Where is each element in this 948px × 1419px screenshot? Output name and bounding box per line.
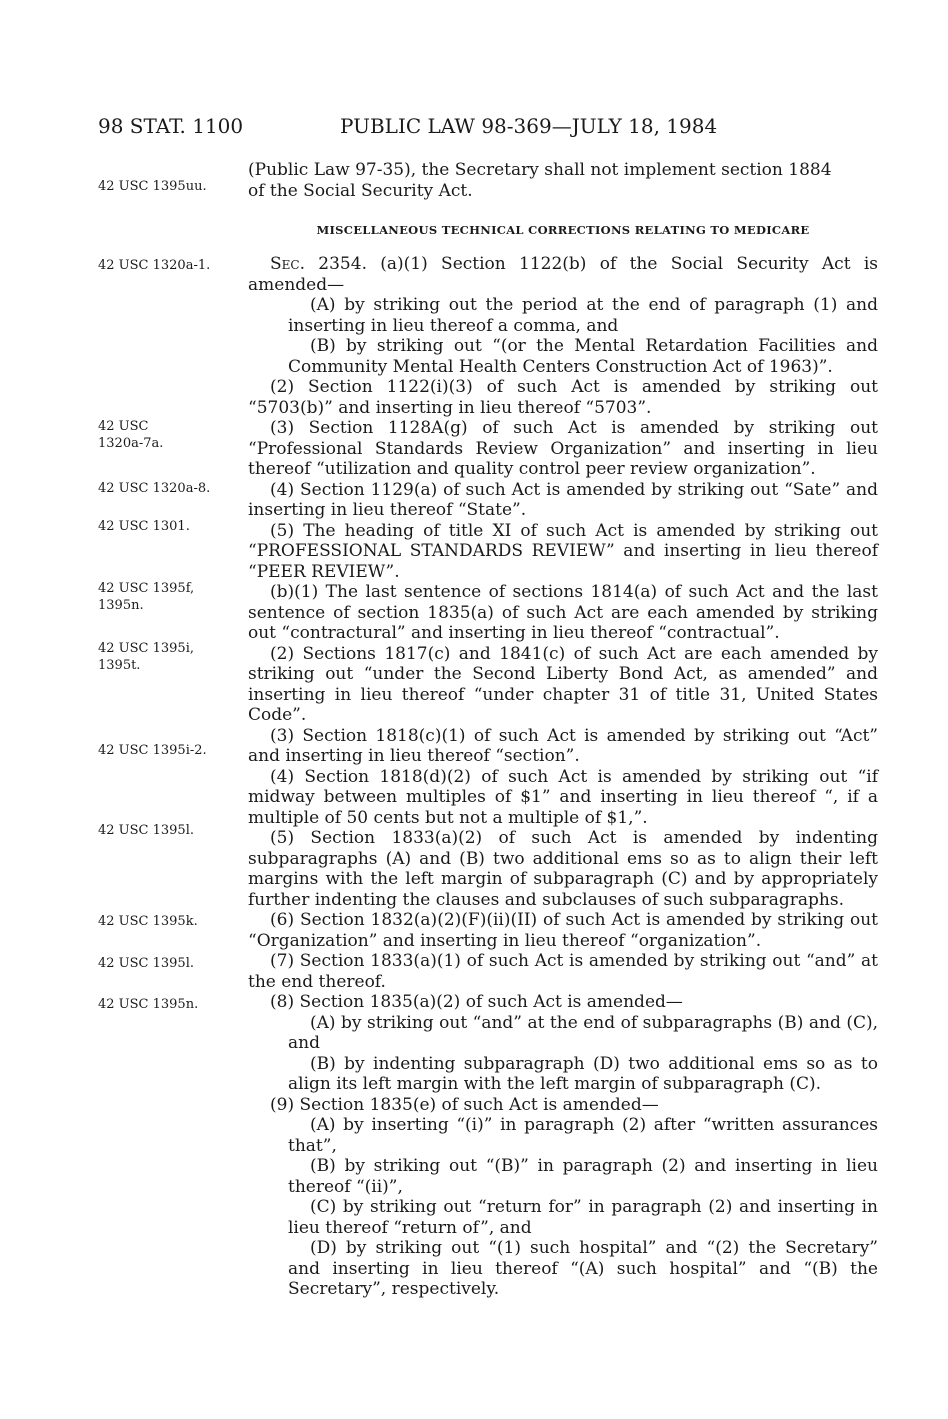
sec-text: 2354. (a)(1) Section 1122(b) of the Social Security Act is amended— (248, 254, 878, 295)
paragraph: (B) by indenting subparagraph (D) two additional ems so as to align its left margin with the left margin of subparagraph (C). (288, 1053, 878, 1094)
paragraph: (B) by striking out “(or the Mental Retardation Facilities and Community Mental Health Centers Construction Act of 1963)”. (288, 336, 878, 377)
paragraph: (5) The heading of title XI of such Act is amended by striking out “PROFESSIONAL STANDARDS REVIEW” and inserting in lieu thereof “PEER REVIEW”. (248, 520, 878, 582)
paragraph: (7) Section 1833(a)(1) of such Act is amended by striking out “and” at the end thereof. (248, 951, 878, 992)
paragraph: (D) by striking out “(1) such hospital” and “(2) the Secretary” and inserting in lieu thereof “(A) such hospital” and “(B) the Secretary”, respectively. (288, 1238, 878, 1299)
margin-note: 42 USC 1395n. (98, 997, 199, 1012)
paragraph: (A) by striking out the period at the end of paragraph (1) and inserting in lieu thereof a comma, and (288, 295, 878, 336)
paragraph: (2) Section 1122(i)(3) of such Act is amended by striking out “5703(b)” and inserting in lieu thereof “5703”. (248, 377, 878, 418)
margin-note: 42 USC 1320a-7a. (98, 419, 164, 451)
paragraph: (b)(1) The last sentence of sections 1814(a) of such Act and the last sentence of section 1835(a) of such Act are each amended by striking out “contractural” and inserting in lieu thereof “contractual”. (248, 582, 878, 643)
margin-note: 42 USC 1320a-1. (98, 258, 211, 273)
margin-note: 42 USC 1395l. (98, 956, 194, 971)
paragraph: (2) Sections 1817(c) and 1841(c) of such Act are each amended by striking out “under the Second Liberty Bond Act, as amended” and inserting in lieu thereof “under chapter 31 of title 31, United States Code”. (248, 643, 878, 725)
paragraph: (4) Section 1818(d)(2) of such Act is amended by striking out “if midway between multiples of $1” and inserting in lieu thereof “, if a multiple of 50 cents but not a multiple of $1,”. (248, 766, 878, 828)
paragraph: (3) Section 1818(c)(1) of such Act is amended by striking out “Act” and inserting in lieu thereof “section”. (248, 725, 878, 766)
intro-line-2: of the Social Security Act. (248, 180, 473, 201)
margin-note: 42 USC 1301. (98, 519, 190, 534)
paragraph: (5) Section 1833(a)(2) of such Act is amended by indenting subparagraphs (A) and (B) two additional ems so as to align their left margins with the left margin of subparagraph (C) and by appropriately further indenting the clauses and subclauses of such subparagraphs. (248, 828, 878, 910)
paragraph: (B) by striking out “(B)” in paragraph (2) and inserting in lieu thereof “(ii)”, (288, 1156, 878, 1197)
stat-page-number: 98 STAT. 1100 (98, 114, 244, 138)
margin-note: 42 USC 1395k. (98, 914, 198, 929)
paragraph: (9) Section 1835(e) of such Act is amended— (270, 1094, 659, 1115)
paragraph: (C) by striking out “return for” in paragraph (2) and inserting in lieu thereof “return of”, and (288, 1197, 878, 1238)
margin-note: 42 USC 1395i, 1395t. (98, 641, 194, 673)
section-heading: MISCELLANEOUS TECHNICAL CORRECTIONS RELATING TO MEDICARE (316, 223, 810, 237)
running-title: PUBLIC LAW 98-369—JULY 18, 1984 (340, 114, 718, 138)
margin-note: 42 USC 1395i-2. (98, 743, 207, 758)
paragraph: (A) by striking out “and” at the end of subparagraphs (B) and (C), and (288, 1012, 878, 1053)
intro-line-1: (Public Law 97-35), the Secretary shall not implement section 1884 (248, 160, 832, 180)
sec-label: Sec. (270, 254, 305, 274)
main-text (248, 254, 878, 1300)
paragraph: (3) Section 1128A(g) of such Act is amended by striking out “Professional Standards Review Organization” and inserting in lieu thereof “utilization and quality control peer review organization”. (248, 418, 878, 479)
margin-note: 42 USC 1395f, 1395n. (98, 581, 195, 613)
paragraph: (6) Section 1832(a)(2)(F)(ii)(II) of such Act is amended by striking out “Organization” and inserting in lieu thereof “organization”. (248, 910, 878, 951)
paragraph: (A) by inserting “(i)” in paragraph (2) after “written assurances that”, (288, 1115, 878, 1156)
paragraph: (8) Section 1835(a)(2) of such Act is amended— (270, 992, 683, 1012)
margin-note: 42 USC 1395l. (98, 823, 194, 838)
paragraph: (4) Section 1129(a) of such Act is amended by striking out “Sate” and inserting in lieu thereof “State”. (248, 479, 878, 520)
margin-note: 42 USC 1320a-8. (98, 481, 211, 496)
intro-text (248, 160, 878, 201)
margin-note: 42 USC 1395uu. (98, 179, 207, 194)
page-header (98, 114, 878, 140)
section-2354-intro (248, 254, 878, 295)
